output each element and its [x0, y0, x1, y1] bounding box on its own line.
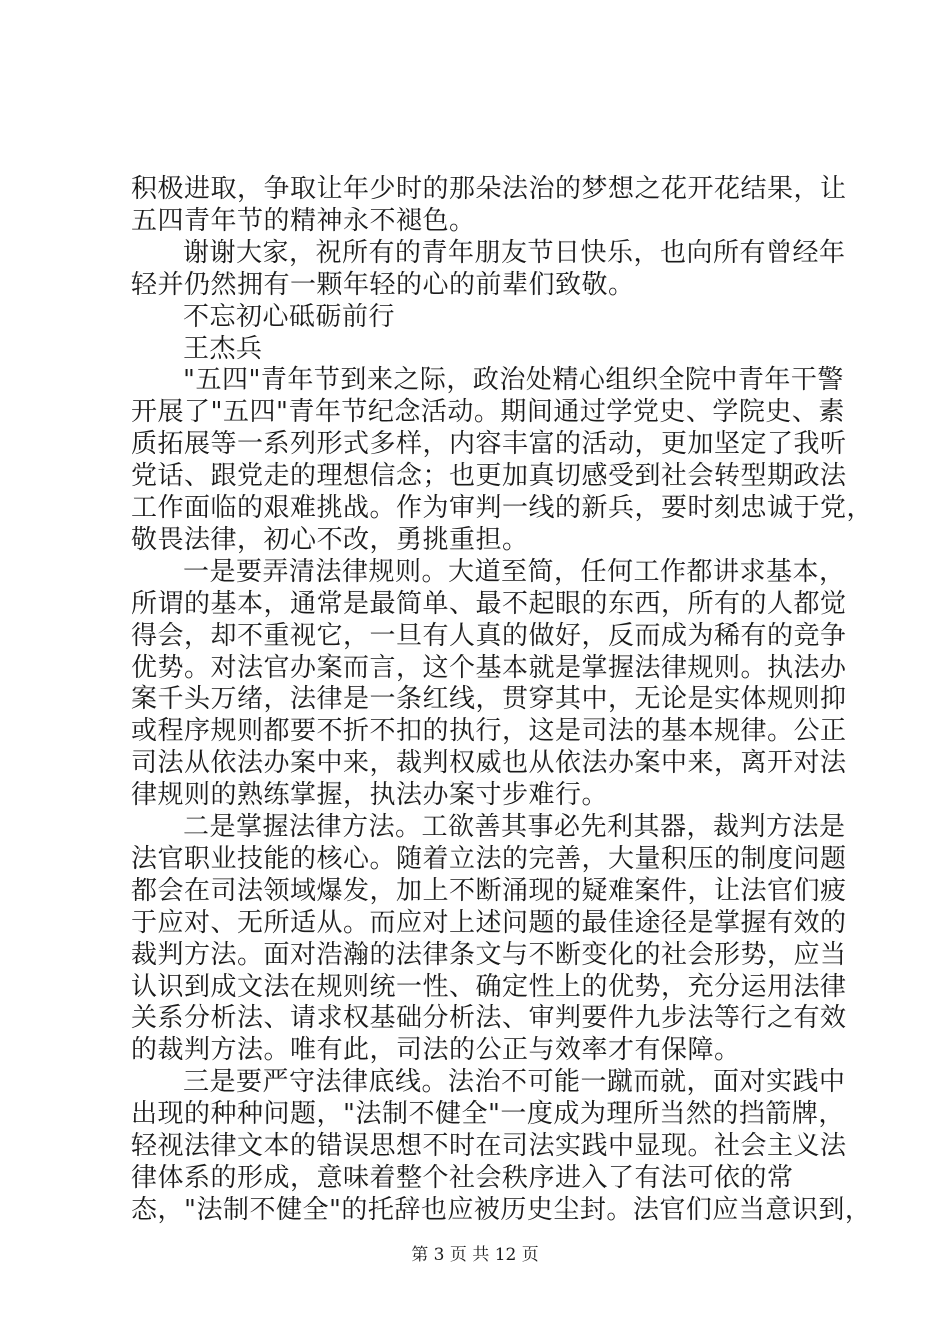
text-line: 法官职业技能的核心。随着立法的完善，大量积压的制度问题: [131, 844, 847, 874]
text-line: 积极进取，争取让年少时的那朵法治的梦想之花开花结果，让: [131, 174, 847, 204]
text-line: 关系分析法、请求权基础分析法、审判要件九步法等行之有效: [131, 1003, 847, 1033]
text-line: 或程序规则都要不折不扣的执行，这是司法的基本规律。公正: [131, 716, 847, 746]
text-line: 都会在司法领域爆发，加上不断涌现的疑难案件，让法官们疲: [131, 876, 847, 906]
text-line: 五四青年节的精神永不褪色。: [131, 206, 476, 236]
text-line: 得会，却不重视它，一旦有人真的做好，反而成为稀有的竞争: [131, 621, 847, 651]
text-line: 出现的种种问题，"法制不健全"一度成为理所当然的挡箭牌，: [131, 1099, 845, 1129]
text-line: 轻并仍然拥有一颗年轻的心的前辈们致敬。: [131, 270, 635, 300]
text-line: 二是掌握法律方法。工欲善其事必先利其器，裁判方法是: [183, 812, 846, 842]
text-line: 律规则的熟练掌握，执法办案寸步难行。: [131, 780, 609, 810]
author-name: 王杰兵: [183, 334, 263, 364]
text-line: 态，"法制不健全"的托辞也应被历史尘封。法官们应当意识到，: [131, 1195, 872, 1225]
text-line: 所谓的基本，通常是最简单、最不起眼的东西，所有的人都觉: [131, 589, 847, 619]
text-line: "五四"青年节到来之际，政治处精心组织全院中青年干警: [183, 365, 844, 395]
text-line: 认识到成文法在规则统一性、确定性上的优势，充分运用法律: [131, 972, 847, 1002]
text-line: 裁判方法。面对浩瀚的法律条文与不断变化的社会形势，应当: [131, 940, 847, 970]
text-line: 于应对、无所适从。而应对上述问题的最佳途径是掌握有效的: [131, 908, 847, 938]
text-line: 质拓展等一系列形式多样，内容丰富的活动，更加坚定了我听: [131, 429, 847, 459]
text-line: 案千头万绪，法律是一条红线，贯穿其中，无论是实体规则抑: [131, 684, 847, 714]
text-line: 开展了"五四"青年节纪念活动。期间通过学党史、学院史、素: [131, 397, 845, 427]
text-line: 轻视法律文本的错误思想不时在司法实践中显现。社会主义法: [131, 1131, 847, 1161]
text-line: 律体系的形成，意味着整个社会秩序进入了有法可依的常: [131, 1163, 794, 1193]
text-line: 党话、跟党走的理想信念；也更加真切感受到社会转型期政法: [131, 461, 847, 491]
page-number-footer: 第 3 页 共 12 页: [411, 1245, 539, 1265]
text-line: 司法从依法办案中来，裁判权威也从依法办案中来，离开对法: [131, 748, 847, 778]
text-line: 敬畏法律，初心不改，勇挑重担。: [131, 525, 529, 555]
text-line: 谢谢大家，祝所有的青年朋友节日快乐，也向所有曾经年: [183, 238, 846, 268]
text-line: 优势。对法官办案而言，这个基本就是掌握法律规则。执法办: [131, 653, 847, 683]
section-title: 不忘初心砥砺前行: [183, 302, 396, 332]
text-line: 工作面临的艰难挑战。作为审判一线的新兵，要时刻忠诚于党，: [131, 493, 874, 523]
text-line: 一是要弄清法律规则。大道至简，任何工作都讲求基本，: [183, 557, 846, 587]
text-line: 三是要严守法律底线。法治不可能一蹴而就，面对实践中: [183, 1067, 846, 1097]
text-line: 的裁判方法。唯有此，司法的公正与效率才有保障。: [131, 1035, 741, 1065]
